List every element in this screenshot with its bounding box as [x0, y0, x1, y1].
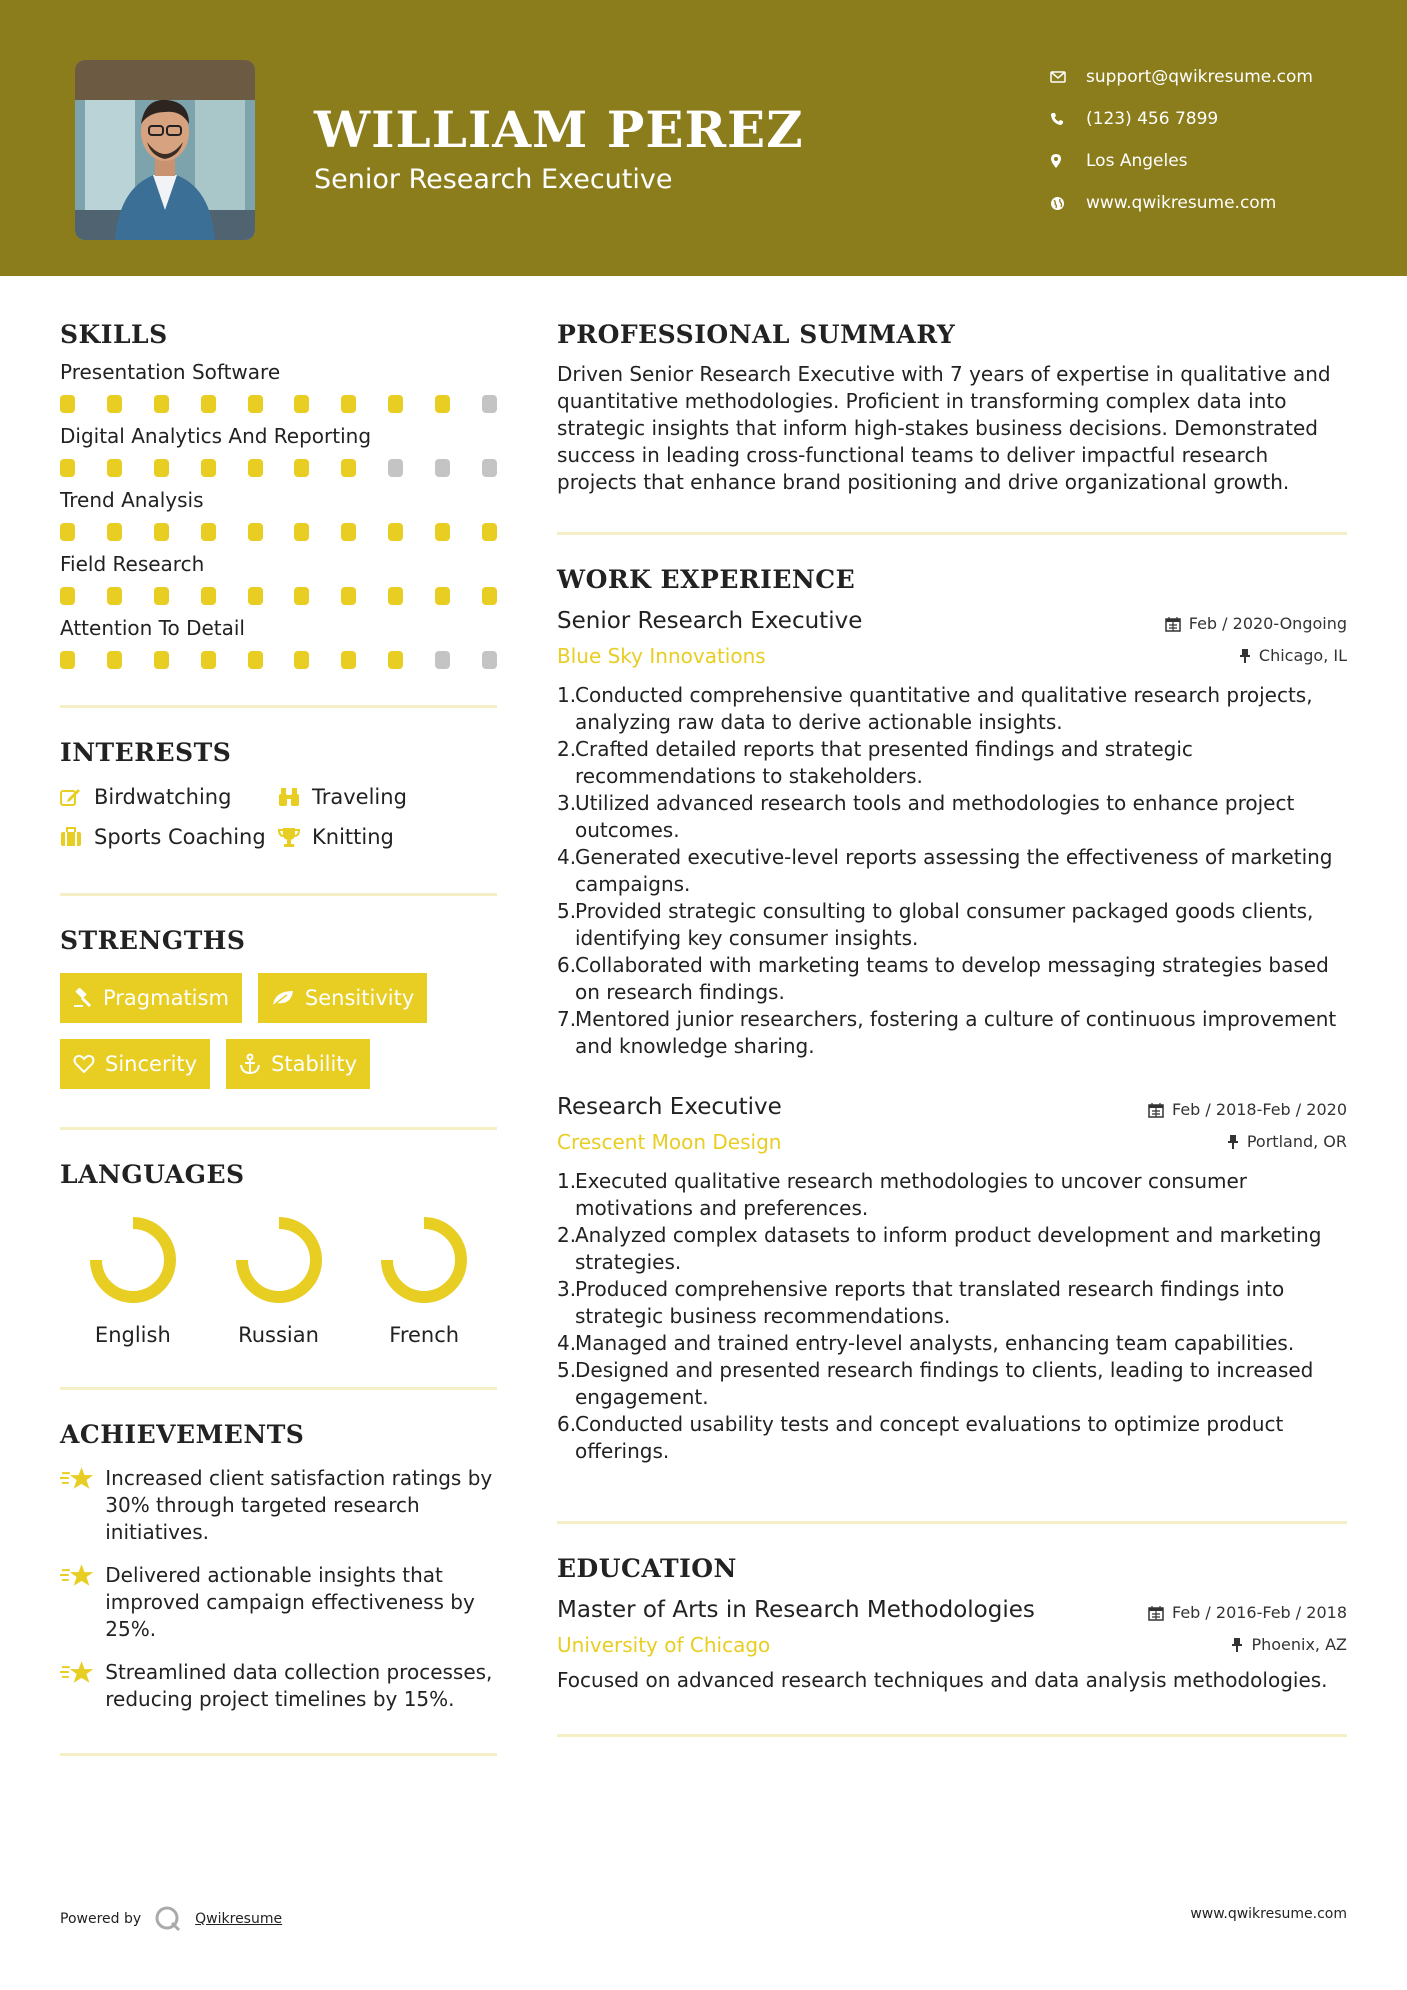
resume-header — [0, 0, 1407, 276]
job-bullet: 2. Analyzed complex datasets to inform product development and marketing strategies. — [557, 1222, 1347, 1276]
language-item — [351, 1215, 497, 1347]
skill-dot-filled — [154, 395, 169, 413]
skill-dot-filled — [107, 523, 122, 541]
calendar-icon — [1165, 616, 1181, 632]
job-bullet-text: Produced comprehensive reports that translated research findings into strategic business recommendations. — [575, 1277, 1285, 1328]
job-bullets — [557, 682, 1347, 1060]
contact-location — [1050, 140, 1313, 182]
skill-dot-filled — [107, 587, 122, 605]
job-bullet-text: Mentored junior researchers, fostering a culture of continuous improvement and knowledge sharing. — [575, 1007, 1337, 1058]
skill-dot-filled — [107, 651, 122, 669]
calendar-icon — [1148, 1102, 1164, 1118]
section-divider — [557, 1734, 1347, 1737]
interest-item — [278, 825, 488, 849]
job-date-text: Feb / 2018-Feb / 2020 — [1172, 1100, 1347, 1119]
language-level-ring — [379, 1215, 469, 1305]
skill-level-dots — [60, 523, 497, 541]
skill-dot-filled — [435, 587, 450, 605]
skill-item — [60, 487, 497, 541]
skill-dot-filled — [294, 459, 309, 477]
skill-dot-empty — [482, 459, 497, 477]
skill-item — [60, 359, 497, 413]
skill-dot-empty — [435, 651, 450, 669]
strength-label: Pragmatism — [103, 986, 229, 1010]
interest-label: Sports Coaching — [94, 825, 266, 849]
skill-level-dots — [60, 651, 497, 669]
contact-email-text: support@qwikresume.com — [1086, 67, 1313, 87]
skill-dot-filled — [435, 395, 450, 413]
job-bullet: 3. Utilized advanced research tools and methodologies to enhance project outcomes. — [557, 790, 1347, 844]
interest-label: Knitting — [312, 825, 394, 849]
strength-label: Stability — [271, 1052, 358, 1076]
skill-dot-filled — [60, 395, 75, 413]
job-date — [1165, 614, 1347, 633]
anchor-icon — [239, 1053, 261, 1075]
job-bullet: 1. Executed qualitative research methodologies to uncover consumer motivations and preferences. — [557, 1168, 1347, 1222]
skills-list — [60, 359, 497, 669]
skill-dot-filled — [294, 587, 309, 605]
skill-dot-filled — [201, 395, 216, 413]
job-bullet-text: Utilized advanced research tools and methodologies to enhance project outcomes. — [575, 791, 1295, 842]
skill-dot-filled — [201, 523, 216, 541]
contact-location-text: Los Angeles — [1086, 151, 1188, 171]
skill-item — [60, 551, 497, 605]
skill-dot-filled — [60, 523, 75, 541]
job-bullet-text: Managed and trained entry-level analysts, enhancing team capabilities. — [575, 1331, 1295, 1355]
strength-label: Sensitivity — [304, 986, 415, 1010]
education-date — [1148, 1603, 1347, 1622]
skill-dot-filled — [248, 651, 263, 669]
skill-name: Field Research — [60, 552, 205, 576]
skill-dot-empty — [435, 459, 450, 477]
skill-dot-filled — [154, 459, 169, 477]
job-bullet-text: Collaborated with marketing teams to develop messaging strategies based on research findings. — [575, 953, 1329, 1004]
job-bullet: 5. Designed and presented research findings to clients, leading to increased engagement. — [557, 1357, 1347, 1411]
skill-dot-filled — [154, 651, 169, 669]
skill-dot-filled — [107, 395, 122, 413]
skill-dot-filled — [107, 459, 122, 477]
achievement-text: Delivered actionable insights that improved campaign effectiveness by 25%. — [105, 1563, 475, 1641]
section-divider — [60, 1753, 497, 1756]
trophy-icon — [278, 827, 300, 847]
job-bullet: 4. Generated executive-level reports assessing the effectiveness of marketing campaigns. — [557, 844, 1347, 898]
profile-photo — [75, 60, 255, 240]
skill-dot-empty — [388, 459, 403, 477]
skill-dot-filled — [341, 651, 356, 669]
job-bullet: 3. Produced comprehensive reports that translated research findings into strategic business recommendations. — [557, 1276, 1347, 1330]
section-divider — [60, 705, 497, 708]
job-bullet: 7. Mentored junior researchers, fostering a culture of continuous improvement and knowledge sharing. — [557, 1006, 1347, 1060]
qwikresume-logo-icon — [153, 1904, 183, 1934]
job-bullet: 4. Managed and trained entry-level analysts, enhancing team capabilities. — [557, 1331, 1295, 1355]
section-divider — [557, 1521, 1347, 1524]
skill-level-dots — [60, 587, 497, 605]
powered-by-text: Powered by — [60, 1911, 142, 1927]
skill-dot-filled — [482, 523, 497, 541]
star-icon — [60, 1562, 95, 1590]
job-entry — [557, 1094, 1347, 1465]
education-entry — [557, 1597, 1347, 1694]
skill-level-dots — [60, 459, 497, 477]
strength-tag — [226, 1039, 370, 1089]
skill-name: Digital Analytics And Reporting — [60, 424, 372, 448]
star-icon — [60, 1465, 95, 1493]
skill-dot-filled — [388, 587, 403, 605]
achievement-item — [60, 1465, 497, 1546]
skill-dot-filled — [341, 523, 356, 541]
job-bullet-text: Analyzed complex datasets to inform product development and marketing strategies. — [575, 1223, 1322, 1274]
calendar-icon — [1148, 1605, 1164, 1621]
skill-dot-filled — [341, 395, 356, 413]
skill-dot-filled — [60, 459, 75, 477]
skill-level-dots — [60, 395, 497, 413]
skill-dot-filled — [201, 459, 216, 477]
skill-name: Attention To Detail — [60, 616, 245, 640]
pin-icon — [1239, 648, 1251, 664]
skill-dot-filled — [341, 459, 356, 477]
interests-heading: INTERESTS — [60, 738, 232, 767]
skills-heading: SKILLS — [60, 320, 168, 349]
summary-text: Driven Senior Research Executive with 7 years of expertise in qualitative and quantitative methodologies. Proficient in transforming complex data into strategic insights that inform high-stakes business decisions. Demonstrated success in leading cross-functional teams to deliver impactful research projects that enhance brand positioning and drive organizational growth. — [557, 362, 1331, 494]
heart-icon — [73, 1054, 95, 1074]
achievements-list — [60, 1465, 497, 1713]
language-level-ring — [234, 1215, 324, 1305]
interest-item — [60, 785, 278, 809]
skill-dot-filled — [248, 587, 263, 605]
strength-tag — [258, 973, 427, 1023]
job-bullets — [557, 1168, 1347, 1465]
skill-dot-filled — [248, 395, 263, 413]
pencil-square-icon — [60, 787, 82, 807]
contact-website[interactable] — [1050, 182, 1313, 224]
interest-item — [278, 785, 488, 809]
contact-phone[interactable] — [1050, 98, 1313, 140]
contact-email[interactable] — [1050, 56, 1313, 98]
job-bullet-text: Executed qualitative research methodologies to uncover consumer motivations and preferences. — [575, 1169, 1248, 1220]
skill-dot-filled — [294, 651, 309, 669]
skill-dot-filled — [201, 651, 216, 669]
strength-tag — [60, 973, 242, 1023]
language-ring-arc — [387, 1223, 461, 1297]
job-date-text: Feb / 2020-Ongoing — [1188, 614, 1347, 633]
strength-label: Sincerity — [105, 1052, 198, 1076]
skill-dot-filled — [341, 587, 356, 605]
education-location-text: Phoenix, AZ — [1251, 1635, 1347, 1654]
job-location — [1227, 1132, 1347, 1151]
skill-dot-filled — [248, 523, 263, 541]
interests-list — [60, 785, 497, 849]
job-bullet-text: Generated executive-level reports assessing the effectiveness of marketing campaigns. — [575, 845, 1333, 896]
job-bullet-text: Provided strategic consulting to global consumer packaged goods clients, identifying key consumer insights. — [575, 899, 1314, 950]
achievement-text: Streamlined data collection processes, reducing project timelines by 15%. — [105, 1660, 493, 1711]
achievement-item — [60, 1562, 497, 1643]
job-bullet-text: Designed and presented research findings to clients, leading to increased engagement. — [575, 1358, 1314, 1409]
skill-dot-filled — [60, 587, 75, 605]
skill-dot-filled — [60, 651, 75, 669]
school-name: University of Chicago — [557, 1633, 771, 1657]
strengths-list — [60, 973, 497, 1089]
language-ring-arc — [242, 1223, 316, 1297]
phone-icon — [1050, 112, 1086, 126]
skill-dot-filled — [154, 587, 169, 605]
strengths-heading: STRENGTHS — [60, 926, 246, 955]
skill-name: Presentation Software — [60, 360, 281, 384]
skill-dot-empty — [482, 651, 497, 669]
experience-heading: WORK EXPERIENCE — [557, 565, 856, 594]
languages-list — [60, 1215, 497, 1347]
job-title: Research Executive — [557, 1094, 782, 1120]
education-location — [1231, 1635, 1347, 1654]
contact-website-text: www.qwikresume.com — [1086, 193, 1277, 213]
skill-item — [60, 423, 497, 477]
powered-by — [60, 1904, 282, 1934]
achievement-item — [60, 1659, 497, 1713]
footer-url[interactable]: www.qwikresume.com — [1190, 1906, 1347, 1922]
strength-tag — [60, 1039, 210, 1089]
language-ring-arc — [96, 1223, 170, 1297]
skill-dot-empty — [482, 395, 497, 413]
summary-heading: PROFESSIONAL SUMMARY — [557, 320, 956, 349]
achievement-text: Increased client satisfaction ratings by 30% through targeted research initiatives. — [105, 1466, 493, 1544]
interest-label: Birdwatching — [94, 785, 232, 809]
job-bullet: 6. Conducted usability tests and concept evaluations to optimize product offerings. — [557, 1411, 1347, 1465]
interest-label: Traveling — [312, 785, 407, 809]
skill-dot-filled — [201, 587, 216, 605]
language-item — [60, 1215, 206, 1347]
language-level-ring — [88, 1215, 178, 1305]
job-bullet-text: Conducted usability tests and concept evaluations to optimize product offerings. — [575, 1412, 1284, 1463]
job-bullet: 1. Conducted comprehensive quantitative and qualitative research projects, analyzing raw data to derive actionable insights. — [557, 682, 1347, 736]
candidate-name: WILLIAM PEREZ — [314, 100, 804, 159]
section-divider — [60, 893, 497, 896]
skill-item — [60, 615, 497, 669]
right-column — [557, 320, 1347, 1737]
job-bullet-text: Conducted comprehensive quantitative and qualitative research projects, analyzing raw data to derive actionable insights. — [575, 683, 1313, 734]
skill-dot-filled — [388, 651, 403, 669]
section-divider — [60, 1387, 497, 1390]
education-date-text: Feb / 2016-Feb / 2018 — [1172, 1603, 1347, 1622]
job-date — [1148, 1100, 1347, 1119]
skill-dot-filled — [294, 395, 309, 413]
pin-icon — [1227, 1134, 1239, 1150]
job-company: Blue Sky Innovations — [557, 644, 766, 668]
map-pin-icon — [1050, 153, 1086, 169]
skill-dot-filled — [248, 459, 263, 477]
job-bullet: 6. Collaborated with marketing teams to develop messaging strategies based on research findings. — [557, 952, 1347, 1006]
job-entry — [557, 608, 1347, 1060]
job-title: Senior Research Executive — [557, 608, 863, 634]
left-column — [60, 320, 497, 1756]
page-footer — [60, 1900, 1347, 1930]
education-heading: EDUCATION — [557, 1554, 737, 1583]
degree-title: Master of Arts in Research Methodologies — [557, 1597, 1035, 1623]
star-icon — [60, 1659, 95, 1687]
pin-icon — [1231, 1637, 1243, 1653]
contact-list — [1050, 56, 1313, 224]
skill-dot-filled — [388, 395, 403, 413]
job-location-text: Portland, OR — [1246, 1132, 1347, 1151]
education-description: Focused on advanced research techniques and data analysis methodologies. — [557, 1668, 1328, 1692]
gavel-icon — [73, 988, 93, 1008]
candidate-title: Senior Research Executive — [314, 164, 673, 195]
contact-phone-text: (123) 456 7899 — [1086, 109, 1219, 129]
language-name: French — [389, 1323, 460, 1347]
qwikresume-link[interactable]: Qwikresume — [195, 1911, 283, 1927]
globe-icon — [1050, 196, 1086, 211]
job-bullet: 2. Crafted detailed reports that presented findings and strategic recommendations to stakeholders. — [557, 736, 1347, 790]
skill-dot-filled — [154, 523, 169, 541]
achievements-heading: ACHIEVEMENTS — [60, 1420, 305, 1449]
job-location-text: Chicago, IL — [1258, 646, 1347, 665]
section-divider — [557, 532, 1347, 535]
section-divider — [60, 1127, 497, 1130]
languages-heading: LANGUAGES — [60, 1160, 245, 1189]
job-location — [1239, 646, 1347, 665]
skill-dot-filled — [435, 523, 450, 541]
binoculars-icon — [278, 787, 300, 807]
job-bullet: 5. Provided strategic consulting to global consumer packaged goods clients, identifying key consumer insights. — [557, 898, 1347, 952]
briefcase-icon — [60, 827, 82, 847]
skill-dot-filled — [388, 523, 403, 541]
language-name: English — [94, 1323, 171, 1347]
language-item — [206, 1215, 352, 1347]
mail-icon — [1050, 71, 1086, 83]
skill-dot-filled — [482, 587, 497, 605]
interest-item — [60, 825, 278, 849]
skill-dot-filled — [294, 523, 309, 541]
job-company: Crescent Moon Design — [557, 1130, 782, 1154]
job-bullet-text: Crafted detailed reports that presented findings and strategic recommendations to stakeholders. — [575, 737, 1193, 788]
skill-name: Trend Analysis — [60, 488, 204, 512]
leaf-icon — [271, 989, 295, 1007]
language-name: Russian — [238, 1323, 319, 1347]
